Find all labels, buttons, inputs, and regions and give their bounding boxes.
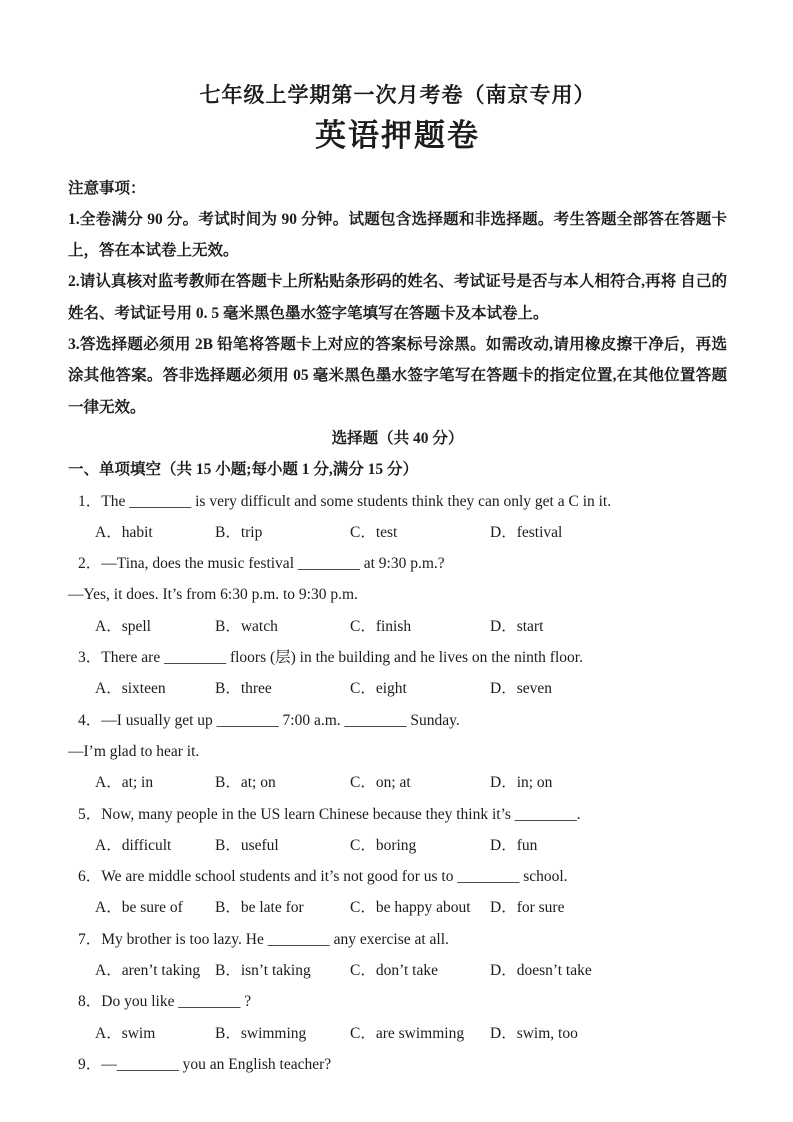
question-options xyxy=(68,830,727,861)
question-stem xyxy=(68,924,727,955)
question-options xyxy=(68,892,727,923)
option-b: B．three xyxy=(215,680,272,698)
question-block xyxy=(68,986,727,1049)
question-stem xyxy=(68,861,727,892)
option-a: A．be sure of xyxy=(95,899,183,917)
option-d: D．start xyxy=(490,617,544,635)
question-options xyxy=(68,611,727,642)
question-text: —I usually get up ________ 7:00 a.m. ________ Sunday. xyxy=(101,711,460,729)
notice-item: 1.全卷满分 90 分。考试时间为 90 分钟。试题包含选择题和非选择题。考生答题全部答在答题卡上，答在本试卷上无效。 xyxy=(68,210,727,260)
question-block xyxy=(68,924,727,987)
option-d: D．for sure xyxy=(490,899,565,917)
option-b: B．trip xyxy=(215,523,263,541)
question-stem xyxy=(68,705,727,736)
option-a: A．at; in xyxy=(95,774,154,792)
option-c: C．be happy about xyxy=(350,899,471,917)
question-block xyxy=(68,1049,727,1080)
notice-list xyxy=(68,204,727,423)
question-block xyxy=(68,861,727,924)
option-d: D．swim, too xyxy=(490,1024,578,1042)
question-options xyxy=(68,1018,727,1049)
question-text: —________ you an English teacher? xyxy=(101,1055,332,1073)
question-block xyxy=(68,799,727,862)
question-stem xyxy=(68,548,727,579)
option-a: A．aren’t taking xyxy=(95,962,201,980)
question-number: 7． xyxy=(78,930,102,948)
question-number: 6． xyxy=(78,868,102,886)
question-block xyxy=(68,705,727,799)
option-c: C．eight xyxy=(350,680,407,698)
question-text: My brother is too lazy. He ________ any exercise at all. xyxy=(101,930,449,948)
section-heading: 选择题（共 40 分） xyxy=(331,429,464,447)
question-number: 5． xyxy=(78,805,102,823)
question-text: Now, many people in the US learn Chinese because they think it’s ________. xyxy=(101,805,581,823)
option-d: D．in; on xyxy=(490,774,553,792)
question-block xyxy=(68,642,727,705)
option-d: D．doesn’t take xyxy=(490,962,592,980)
question-options xyxy=(68,673,727,704)
option-b: B．be late for xyxy=(215,899,304,917)
question-number: 2． xyxy=(78,555,102,573)
question-list xyxy=(68,486,727,1081)
part-heading: 一、单项填空（共 15 小题;每小题 1 分,满分 15 分） xyxy=(68,461,419,479)
option-c: C．on; at xyxy=(350,774,411,792)
option-a: A．difficult xyxy=(95,836,172,854)
option-c: C．test xyxy=(350,523,398,541)
paper-subject-title: 英语押题卷 xyxy=(315,118,480,154)
question-number: 8． xyxy=(78,993,102,1011)
question-options xyxy=(68,955,727,986)
question-stem xyxy=(68,486,727,517)
question-stem xyxy=(68,1049,727,1080)
question-text: The ________ is very difficult and some students think they can only get a C in it. xyxy=(101,492,612,510)
question-continuation: —I’m glad to hear it. xyxy=(68,742,200,760)
question-text: Do you like ________ ? xyxy=(101,993,252,1011)
paper-title: 七年级上学期第一次月考卷（南京专用） xyxy=(199,83,596,107)
question-number: 3． xyxy=(78,649,102,667)
option-d: D．seven xyxy=(490,680,552,698)
option-c: C．are swimming xyxy=(350,1024,465,1042)
question-text: There are ________ floors (层) in the building and he lives on the ninth floor. xyxy=(101,649,583,667)
question-number: 1． xyxy=(78,492,102,510)
option-a: A．swim xyxy=(95,1024,156,1042)
question-number: 4． xyxy=(78,711,102,729)
option-a: A．sixteen xyxy=(95,680,166,698)
question-block xyxy=(68,486,727,549)
option-b: B．watch xyxy=(215,617,278,635)
option-b: B．useful xyxy=(215,836,279,854)
question-text: We are middle school students and it’s not good for us to ________ school. xyxy=(101,868,568,886)
notice-item: 3.答选择题必须用 2B 铅笔将答题卡上对应的答案标号涂黑。如需改动,请用橡皮擦干净后，再选涂其他答案。答非选择题必须用 05 毫米黑色墨水签字笔写在答题卡的指定位置,在其他位置答题一律无效。 xyxy=(68,336,727,416)
question-stem xyxy=(68,986,727,1017)
option-d: D．fun xyxy=(490,836,538,854)
question-number: 9． xyxy=(78,1055,102,1073)
question-block xyxy=(68,548,727,642)
option-c: C．boring xyxy=(350,836,417,854)
question-options xyxy=(68,767,727,798)
notice-heading: 注意事项： xyxy=(68,179,146,197)
option-d: D．festival xyxy=(490,523,563,541)
option-b: B．isn’t taking xyxy=(215,962,311,980)
option-a: A．spell xyxy=(95,617,151,635)
option-b: B．at; on xyxy=(215,774,276,792)
question-options xyxy=(68,517,727,548)
question-text: —Tina, does the music festival ________ at 9:30 p.m.? xyxy=(101,555,445,573)
option-c: C．finish xyxy=(350,617,412,635)
question-continuation: —Yes, it does. It’s from 6:30 p.m. to 9:30 p.m. xyxy=(68,586,358,604)
option-a: A．habit xyxy=(95,523,153,541)
notice-item: 2.请认真核对监考教师在答题卡上所粘贴条形码的姓名、考试证号是否与本人相符合,再将 自己的姓名、考试证号用 0. 5 毫米黑色墨水签字笔填写在答题卡及本试卷上。 xyxy=(68,273,727,322)
question-stem xyxy=(68,642,727,673)
option-c: C．don’t take xyxy=(350,962,438,980)
option-b: B．swimming xyxy=(215,1024,307,1042)
question-stem xyxy=(68,799,727,830)
